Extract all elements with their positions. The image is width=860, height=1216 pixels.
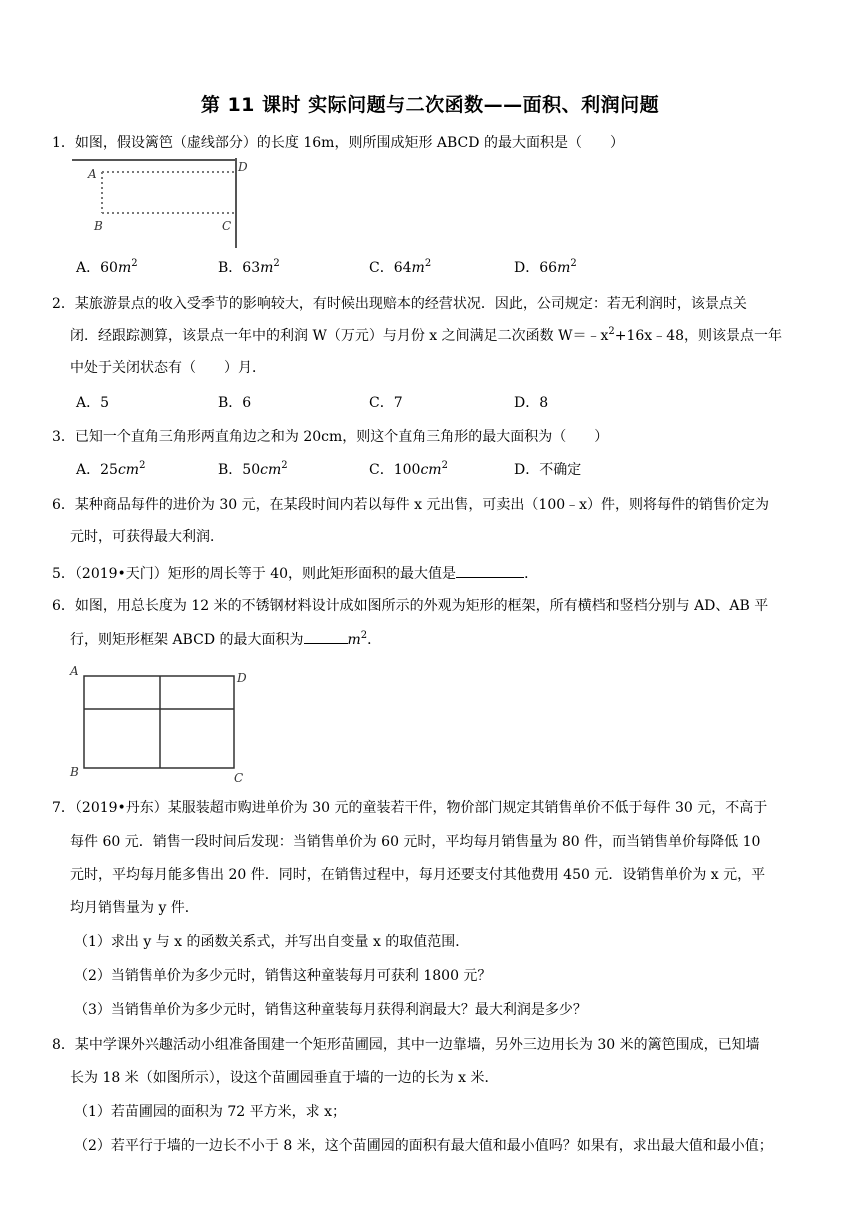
question-7-line-2: 每件 60 元．销售一段时间后发现：当销售单价为 60 元时，平均每月销售量为 80 件，而当销售单价每降低 10 [70,834,761,850]
figure-1-label-b: B [94,219,103,233]
question-3-text: 3．已知一个直角三角形两直角边之和为 20cm，则这个直角三角形的最大面积为（ ） [52,429,609,445]
figure-6-label-b: B [70,765,79,779]
page-title: 第 11 课时 实际问题与二次函数——面积、利润问题 [200,94,660,116]
question-3-option-d[interactable]: D．不确定 [514,462,582,478]
figure-6-label-c: C [234,771,244,785]
question-8-sub-2: （2）若平行于墙的一边长不小于 8 米，这个苗圃园的面积有最大值和最小值吗？如果有，求出最大值和最小值； [74,1138,773,1154]
question-1-text: 1．如图，假设篱笆（虚线部分）的长度 16m，则所围成矩形 ABCD 的最大面积是（ ） [52,135,624,151]
figure-1-label-d: D [238,160,248,174]
question-6b-line-2: 行，则矩形框架 ABCD 的最大面积为 $m^2$． [70,630,382,648]
question-2-option-a[interactable]: A．5 [76,395,110,411]
question-1-option-a[interactable]: A．$60m^2$ [76,258,138,276]
question-6a-line-2: 元时，可获得最大利润． [70,529,224,545]
answer-blank[interactable] [456,563,524,578]
question-8-line-2: 长为 18 米（如图所示），设这个苗圃园垂直于墙的一边的长为 x 米． [70,1070,499,1086]
question-7-line-1: 7．（2019•丹东）某服装超市购进单价为 30 元的童装若干件，物价部门规定其销售单价不低于每件 30 元，不高于 [52,800,768,816]
question-3-option-a[interactable]: A．$25cm^2$ [76,460,146,478]
question-3-option-b[interactable]: B．$50cm^2$ [218,460,288,478]
question-2-option-c[interactable]: C．7 [369,395,403,411]
question-1-option-c[interactable]: C．$64m^2$ [369,258,432,276]
question-6-frame-figure [66,662,256,786]
question-8-line-1: 8．某中学课外兴趣活动小组准备围建一个矩形苗圃园，其中一边靠墙，另外三边用长为 30 米的篱笆围成，已知墙 [52,1037,760,1053]
figure-1-label-c: C [222,219,232,233]
figure-6-label-a: A [70,664,79,678]
figure-6-label-d: D [237,671,247,685]
question-1-figure [70,158,260,254]
question-2-option-d[interactable]: D．8 [514,395,549,411]
question-5-text: 5．（2019•天门）矩形的周长等于 40，则此矩形面积的最大值是 ． [52,563,538,584]
question-7-line-4: 均月销售量为 y 件． [70,900,199,916]
question-7-line-3: 元时，平均每月能多售出 20 件．同时，在销售过程中，每月还要支付其他费用 450 元．设销售单价为 x 元，平 [70,867,766,883]
question-7-sub-2: （2）当销售单价为多少元时，销售这种童装每月可获利 1800 元？ [74,968,492,984]
question-8-sub-1: （1）若苗圃园的面积为 72 平方米，求 x； [74,1104,346,1120]
question-3-option-c[interactable]: C．$100cm^2$ [369,460,448,478]
question-1-option-d[interactable]: D．$66m^2$ [514,258,577,276]
question-2-line-3: 中处于关闭状态有（ ）月． [70,360,266,376]
question-2-line-2: 闭．经跟踪测算，该景点一年中的利润 W（万元）与月份 x 之间满足二次函数 $W=﹣x^2+16x﹣48$，则该景点一年 [70,326,783,344]
figure-1-label-a: A [88,167,97,181]
question-1-option-b[interactable]: B．$63m^2$ [218,258,280,276]
question-7-sub-3: （3）当销售单价为多少元时，销售这种童装每月获得利润最大？最大利润是多少？ [74,1002,587,1018]
question-2-line-1: 2．某旅游景点的收入受季节的影响较大，有时候出现赔本的经营状况．因此，公司规定：若无利润时，该景点关 [52,296,747,312]
question-2-option-b[interactable]: B．6 [218,395,252,411]
question-6a-line-1: 6．某种商品每件的进价为 30 元，在某段时间内若以每件 x 元出售，可卖出（100﹣x）件，则将每件的销售价定为 [52,497,770,513]
answer-blank[interactable] [304,629,348,644]
question-6b-line-1: 6．如图，用总长度为 12 米的不锈钢材料设计成如图所示的外观为矩形的框架，所有横档和竖档分别与 AD、AB 平 [52,598,769,614]
question-7-sub-1: （1）求出 y 与 x 的函数关系式，并写出自变量 x 的取值范围． [74,934,470,950]
